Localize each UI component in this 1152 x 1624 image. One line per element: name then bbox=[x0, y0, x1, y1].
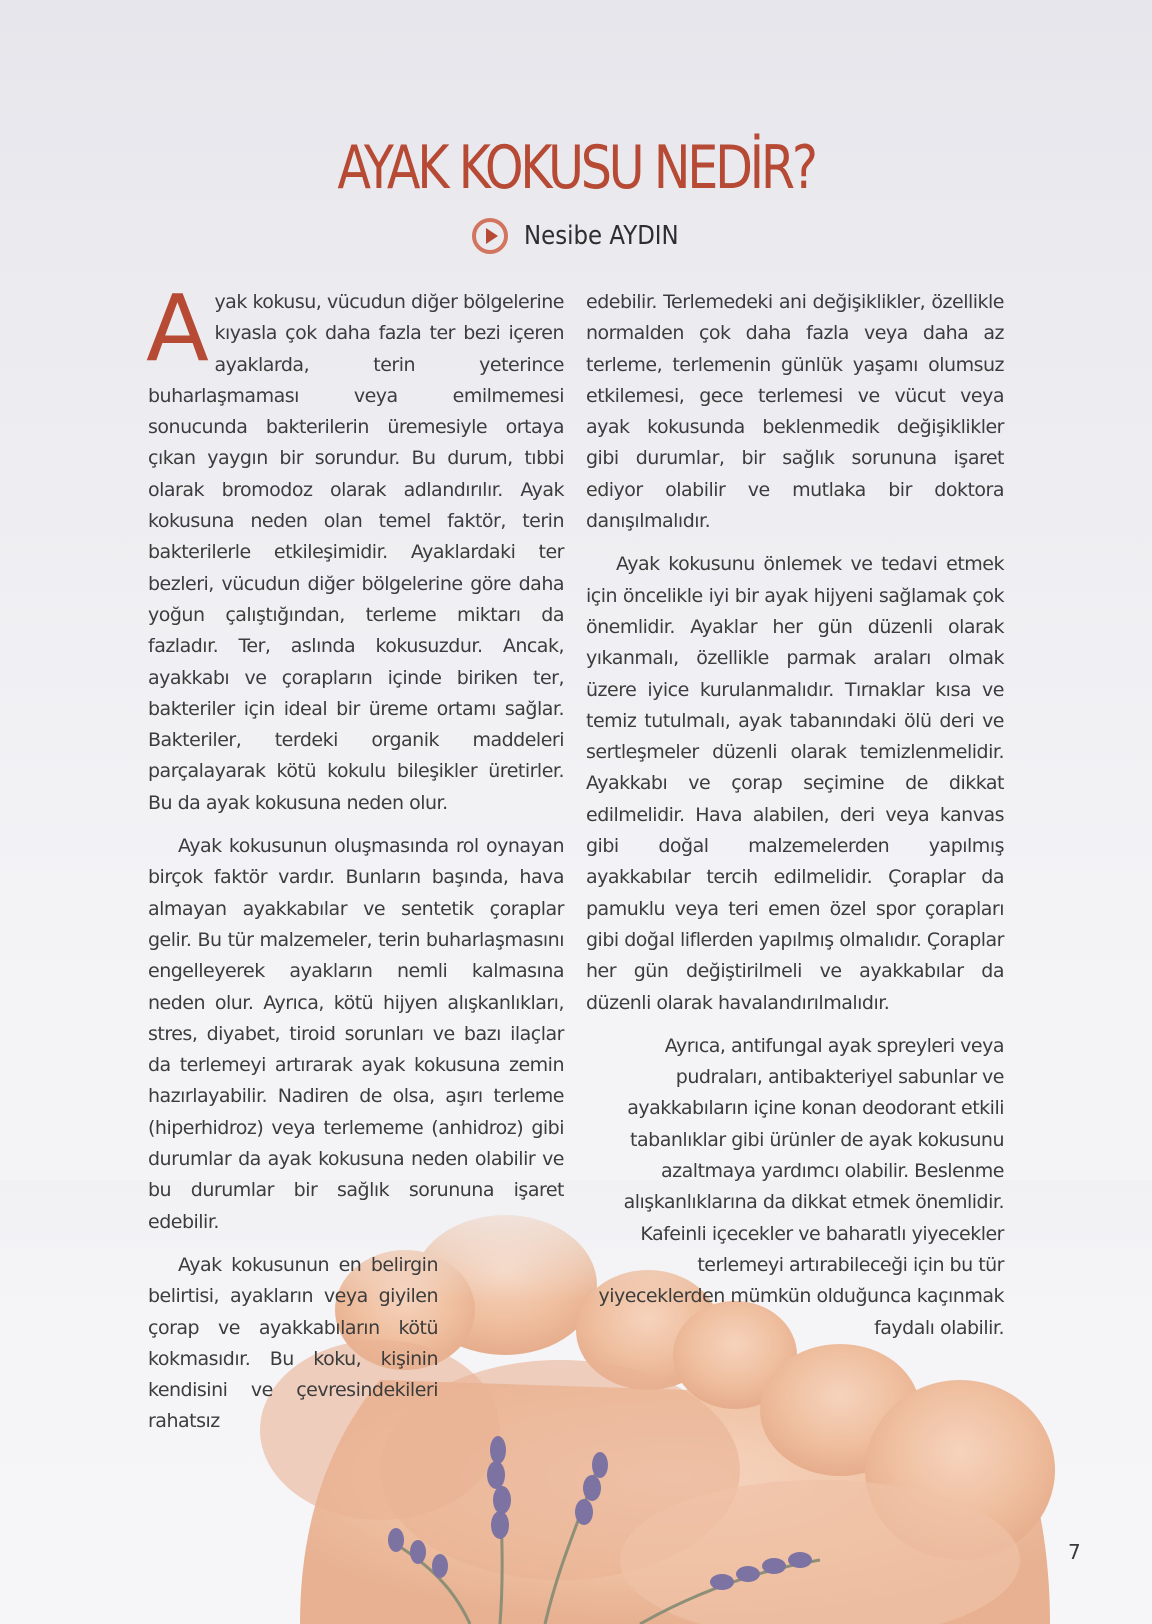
author-name: Nesibe AYDIN bbox=[524, 221, 679, 251]
paragraph-text: yak kokusu, vücudun diğer bölgelerine kıyasla çok daha fazla ter bezi içeren ayaklarda, terin yeterince buharlaşmaması veya emilmemesi sonucunda bakterilerin üremesiyle ortaya çıkan yaygın bir sorundur. Bu durum, tıbbi olarak bromodoz olarak adlandırılır. Ayak kokusuna neden olan temel faktör, terin bakterilerle etkileşimidir. Ayaklardaki ter bezleri, vücudun diğer bölgelerine göre daha yoğun çalıştığından, terleme miktarı da fazladır. Ter, aslında kokusuzdur. Ancak, ayakkabı ve çorapların içinde biriken ter, bakteriler için ideal bir üreme ortamı sağlar. Bakteriler, terdeki organik maddeleri parçalayarak kötü kokulu bileşikler üretirler. Bu da ayak kokusuna neden olur. bbox=[148, 291, 564, 814]
paragraph bbox=[146, 275, 564, 819]
drop-cap: A bbox=[146, 275, 209, 382]
left-column bbox=[146, 275, 564, 1450]
page-number: 7 bbox=[1068, 1540, 1081, 1564]
right-column bbox=[586, 287, 1004, 1356]
paragraph: Ayak kokusunu önlemek ve tedavi etmek için öncelikle iyi bir ayak hijyeni sağlamak çok önemlidir. Ayaklar her gün düzenli olarak yıkanmalı, özellikle parmak araları olmak üzere iyice kurulanmalıdır. Tırnaklar kısa ve temiz tutulmalı, ayak tabanındaki ölü deri ve sertleşmeler düzenli olarak temizlenmelidir. Ayakkabı ve çorap seçimine de dikkat edilmelidir. Hava alabilen, deri veya kanvas gibi doğal malzemelerden yapılmış ayakkabılar tercih edilmelidir. Çoraplar da pamuklu veya teri emen özel spor çorapları gibi doğal liflerden yapılmış olmalıdır. Çoraplar her gün değiştirilmeli ve ayakkabılar da düzenli olarak havalandırılmalıdır. bbox=[586, 553, 1004, 1014]
byline bbox=[470, 214, 700, 258]
article-title: AYAK KOKUSU NEDİR? bbox=[337, 133, 815, 203]
paragraph: Ayak kokusunun en belirgin belirtisi, ayakların veya giyilen çorap ve ayakkabıların kötü kokmasıdır. Bu koku, kişinin kendisini ve çevresindekileri rahatsız bbox=[148, 1253, 438, 1433]
play-circle-icon bbox=[470, 216, 510, 256]
paragraph: Ayrıca, antifungal ayak spreyleri veya pudraları, antibakteriyel sabunlar ve ayakkabıların içine konan deodorant etkili tabanlıklar gibi ürünler de ayak kokusunu azaltmaya yardımcı olabilir. Beslenme alışkanlıklarına da dikkat etmek önemlidir. Kafeinli içecekler ve baharatlı yiyecekler terlemeyi artırabileceği için bu tür yiyeceklerden mümkün olduğunca kaçınmak faydalı olabilir. bbox=[598, 1034, 1004, 1339]
paragraph: Ayak kokusunun oluşmasında rol oynayan birçok faktör vardır. Bunların başında, hava almayan ayakkabılar ve sentetik çoraplar gelir. Bu tür malzemeler, terin buharlaşmasını engelleyerek ayakların nemli kalmasına neden olur. Ayrıca, kötü hijyen alışkanlıkları, stres, diyabet, tiroid sorunları ve bazı ilaçlar da terlemeyi artırarak ayak kokusuna zemin hazırlayabilir. Nadiren de olsa, aşırı terleme (hiperhidroz) veya terlememe (anhidroz) gibi durumlar da ayak kokusuna neden olabilir ve bu durumlar bir sağlık sorununa işaret edebilir. bbox=[148, 835, 564, 1233]
paragraph: edebilir. Terlemedeki ani değişiklikler, özellikle normalden çok daha fazla veya daha az terleme, terlemenin günlük yaşamı olumsuz etkilemesi, gece terlemesi ve vücut veya ayak kokusunda beklenmedik değişiklikler gibi durumlar, bir sağlık sorununa işaret ediyor olabilir ve mutlaka bir doktora danışılmalıdır. bbox=[586, 291, 1004, 533]
